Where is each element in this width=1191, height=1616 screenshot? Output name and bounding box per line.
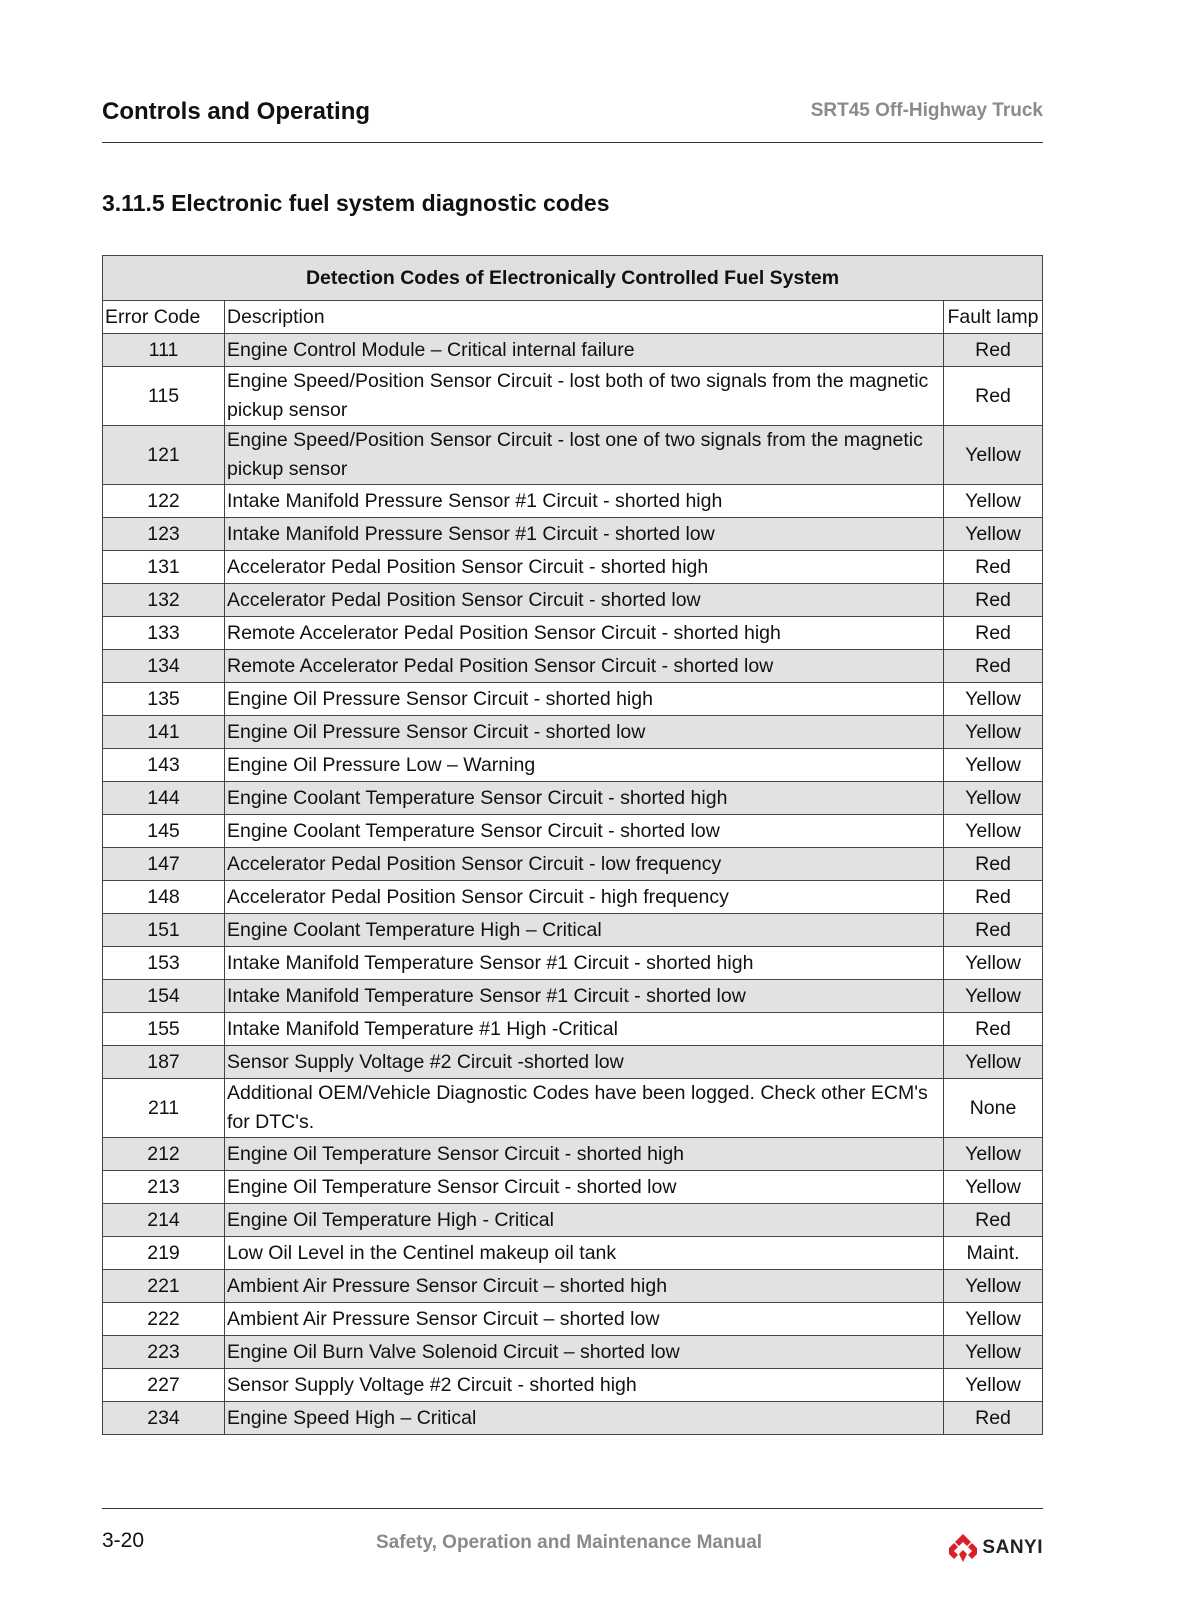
description-cell: Accelerator Pedal Position Sensor Circuit - shorted high — [225, 551, 944, 584]
description-cell: Sensor Supply Voltage #2 Circuit - shorted high — [225, 1369, 944, 1402]
page-header — [102, 98, 1043, 143]
error-code-cell: 122 — [103, 485, 225, 518]
fault-lamp-cell: Yellow — [944, 485, 1043, 518]
fault-lamp-cell: Yellow — [944, 426, 1043, 485]
table-row — [103, 683, 1043, 716]
table-row — [103, 1079, 1043, 1138]
description-cell: Engine Oil Temperature Sensor Circuit - shorted low — [225, 1171, 944, 1204]
table-row — [103, 617, 1043, 650]
fault-lamp-cell: Yellow — [944, 1369, 1043, 1402]
table-row — [103, 584, 1043, 617]
fault-lamp-cell: Red — [944, 848, 1043, 881]
description-cell: Intake Manifold Temperature Sensor #1 Circuit - shorted low — [225, 980, 944, 1013]
chapter-title: Controls and Operating — [102, 98, 371, 125]
error-code-cell: 147 — [103, 848, 225, 881]
table-row — [103, 426, 1043, 485]
manual-title: Safety, Operation and Maintenance Manual — [376, 1532, 763, 1553]
description-cell: Engine Coolant Temperature Sensor Circuit - shorted high — [225, 782, 944, 815]
description-cell: Intake Manifold Pressure Sensor #1 Circuit - shorted high — [225, 485, 944, 518]
table-title: Detection Codes of Electronically Controlled Fuel System — [103, 256, 1043, 301]
description-cell: Intake Manifold Pressure Sensor #1 Circuit - shorted low — [225, 518, 944, 551]
description-cell: Engine Oil Pressure Low – Warning — [225, 749, 944, 782]
fault-lamp-cell: Red — [944, 914, 1043, 947]
error-code-cell: 111 — [103, 334, 225, 367]
description-cell: Accelerator Pedal Position Sensor Circuit - high frequency — [225, 881, 944, 914]
description-cell: Engine Oil Temperature High - Critical — [225, 1204, 944, 1237]
table-row — [103, 650, 1043, 683]
description-cell: Remote Accelerator Pedal Position Sensor Circuit - shorted low — [225, 650, 944, 683]
fault-lamp-cell: Red — [944, 334, 1043, 367]
table-row — [103, 1270, 1043, 1303]
column-header-description: Description — [225, 301, 944, 334]
fault-lamp-cell: Yellow — [944, 782, 1043, 815]
description-cell: Low Oil Level in the Centinel makeup oil tank — [225, 1237, 944, 1270]
description-cell: Engine Speed High – Critical — [225, 1402, 944, 1435]
table-row — [103, 1237, 1043, 1270]
product-name: SRT45 Off-Highway Truck — [810, 100, 1043, 121]
table-row — [103, 980, 1043, 1013]
error-code-cell: 155 — [103, 1013, 225, 1046]
fault-lamp-cell: None — [944, 1079, 1043, 1138]
fault-lamp-cell: Red — [944, 1204, 1043, 1237]
error-code-cell: 187 — [103, 1046, 225, 1079]
table-row — [103, 334, 1043, 367]
table-row — [103, 1013, 1043, 1046]
description-cell: Ambient Air Pressure Sensor Circuit – shorted low — [225, 1303, 944, 1336]
fault-lamp-cell: Yellow — [944, 980, 1043, 1013]
error-code-cell: 133 — [103, 617, 225, 650]
description-cell: Engine Oil Pressure Sensor Circuit - shorted high — [225, 683, 944, 716]
table-row — [103, 848, 1043, 881]
column-header-error-code: Error Code — [103, 301, 225, 334]
fault-lamp-cell: Red — [944, 1402, 1043, 1435]
description-cell: Ambient Air Pressure Sensor Circuit – shorted high — [225, 1270, 944, 1303]
fault-lamp-cell: Red — [944, 367, 1043, 426]
fault-lamp-cell: Yellow — [944, 1336, 1043, 1369]
table-row — [103, 485, 1043, 518]
table-row — [103, 518, 1043, 551]
fault-lamp-cell: Red — [944, 1013, 1043, 1046]
diagnostic-codes-table — [102, 255, 1043, 1435]
table-row — [103, 1336, 1043, 1369]
description-cell: Remote Accelerator Pedal Position Sensor Circuit - shorted high — [225, 617, 944, 650]
fault-lamp-cell: Yellow — [944, 716, 1043, 749]
error-code-cell: 222 — [103, 1303, 225, 1336]
table-row — [103, 1138, 1043, 1171]
section-title: 3.11.5 Electronic fuel system diagnostic codes — [102, 190, 610, 216]
table-row — [103, 1171, 1043, 1204]
error-code-cell: 211 — [103, 1079, 225, 1138]
fault-lamp-cell: Red — [944, 881, 1043, 914]
fault-lamp-cell: Red — [944, 650, 1043, 683]
error-code-cell: 214 — [103, 1204, 225, 1237]
fault-lamp-cell: Yellow — [944, 815, 1043, 848]
fault-lamp-cell: Red — [944, 584, 1043, 617]
description-cell: Engine Oil Pressure Sensor Circuit - shorted low — [225, 716, 944, 749]
description-cell: Additional OEM/Vehicle Diagnostic Codes have been logged. Check other ECM's for DTC's. — [225, 1079, 944, 1138]
error-code-cell: 131 — [103, 551, 225, 584]
error-code-cell: 153 — [103, 947, 225, 980]
description-cell: Engine Control Module – Critical internal failure — [225, 334, 944, 367]
error-code-cell: 223 — [103, 1336, 225, 1369]
table-row — [103, 815, 1043, 848]
error-code-cell: 212 — [103, 1138, 225, 1171]
table-row — [103, 367, 1043, 426]
page-number: 3-20 — [102, 1529, 145, 1552]
error-code-cell: 219 — [103, 1237, 225, 1270]
column-header-fault-lamp: Fault lamp — [944, 301, 1043, 334]
error-code-cell: 221 — [103, 1270, 225, 1303]
error-code-cell: 143 — [103, 749, 225, 782]
error-code-cell: 213 — [103, 1171, 225, 1204]
page-footer — [102, 1508, 1043, 1559]
description-cell: Engine Oil Temperature Sensor Circuit - shorted high — [225, 1138, 944, 1171]
table-row — [103, 1303, 1043, 1336]
description-cell: Engine Coolant Temperature Sensor Circuit - shorted low — [225, 815, 944, 848]
error-code-cell: 151 — [103, 914, 225, 947]
error-code-cell: 234 — [103, 1402, 225, 1435]
fault-lamp-cell: Yellow — [944, 1171, 1043, 1204]
table-row — [103, 1369, 1043, 1402]
description-cell: Engine Oil Burn Valve Solenoid Circuit – shorted low — [225, 1336, 944, 1369]
error-code-cell: 148 — [103, 881, 225, 914]
error-code-cell: 135 — [103, 683, 225, 716]
error-code-cell: 227 — [103, 1369, 225, 1402]
sanyi-logo-icon — [948, 1533, 978, 1563]
error-code-cell: 141 — [103, 716, 225, 749]
table-row — [103, 914, 1043, 947]
error-code-cell: 115 — [103, 367, 225, 426]
error-code-cell: 121 — [103, 426, 225, 485]
error-code-cell: 132 — [103, 584, 225, 617]
fault-lamp-cell: Yellow — [944, 947, 1043, 980]
error-code-cell: 144 — [103, 782, 225, 815]
sanyi-logo — [948, 1531, 1043, 1565]
table-row — [103, 782, 1043, 815]
table-row — [103, 749, 1043, 782]
description-cell: Engine Speed/Position Sensor Circuit - lost one of two signals from the magnetic pickup sensor — [225, 426, 944, 485]
table-row — [103, 1402, 1043, 1435]
error-code-cell: 154 — [103, 980, 225, 1013]
description-cell: Intake Manifold Temperature #1 High -Critical — [225, 1013, 944, 1046]
fault-lamp-cell: Yellow — [944, 749, 1043, 782]
table-title-row — [103, 256, 1043, 301]
table-row — [103, 716, 1043, 749]
description-cell: Sensor Supply Voltage #2 Circuit -shorted low — [225, 1046, 944, 1079]
error-code-cell: 123 — [103, 518, 225, 551]
table-header-row — [103, 301, 1043, 334]
description-cell: Accelerator Pedal Position Sensor Circuit - shorted low — [225, 584, 944, 617]
logo-text: SANYI — [982, 1537, 1043, 1558]
fault-lamp-cell: Yellow — [944, 1046, 1043, 1079]
table-row — [103, 1204, 1043, 1237]
description-cell: Engine Speed/Position Sensor Circuit - lost both of two signals from the magnetic pickup sensor — [225, 367, 944, 426]
table-row — [103, 947, 1043, 980]
error-code-cell: 145 — [103, 815, 225, 848]
fault-lamp-cell: Red — [944, 551, 1043, 584]
error-code-cell: 134 — [103, 650, 225, 683]
fault-lamp-cell: Yellow — [944, 518, 1043, 551]
fault-lamp-cell: Maint. — [944, 1237, 1043, 1270]
table-row — [103, 551, 1043, 584]
fault-lamp-cell: Yellow — [944, 1303, 1043, 1336]
fault-lamp-cell: Yellow — [944, 683, 1043, 716]
fault-lamp-cell: Yellow — [944, 1270, 1043, 1303]
table-row — [103, 1046, 1043, 1079]
table-row — [103, 881, 1043, 914]
fault-lamp-cell: Red — [944, 617, 1043, 650]
fault-lamp-cell: Yellow — [944, 1138, 1043, 1171]
description-cell: Accelerator Pedal Position Sensor Circuit - low frequency — [225, 848, 944, 881]
description-cell: Intake Manifold Temperature Sensor #1 Circuit - shorted high — [225, 947, 944, 980]
description-cell: Engine Coolant Temperature High – Critical — [225, 914, 944, 947]
